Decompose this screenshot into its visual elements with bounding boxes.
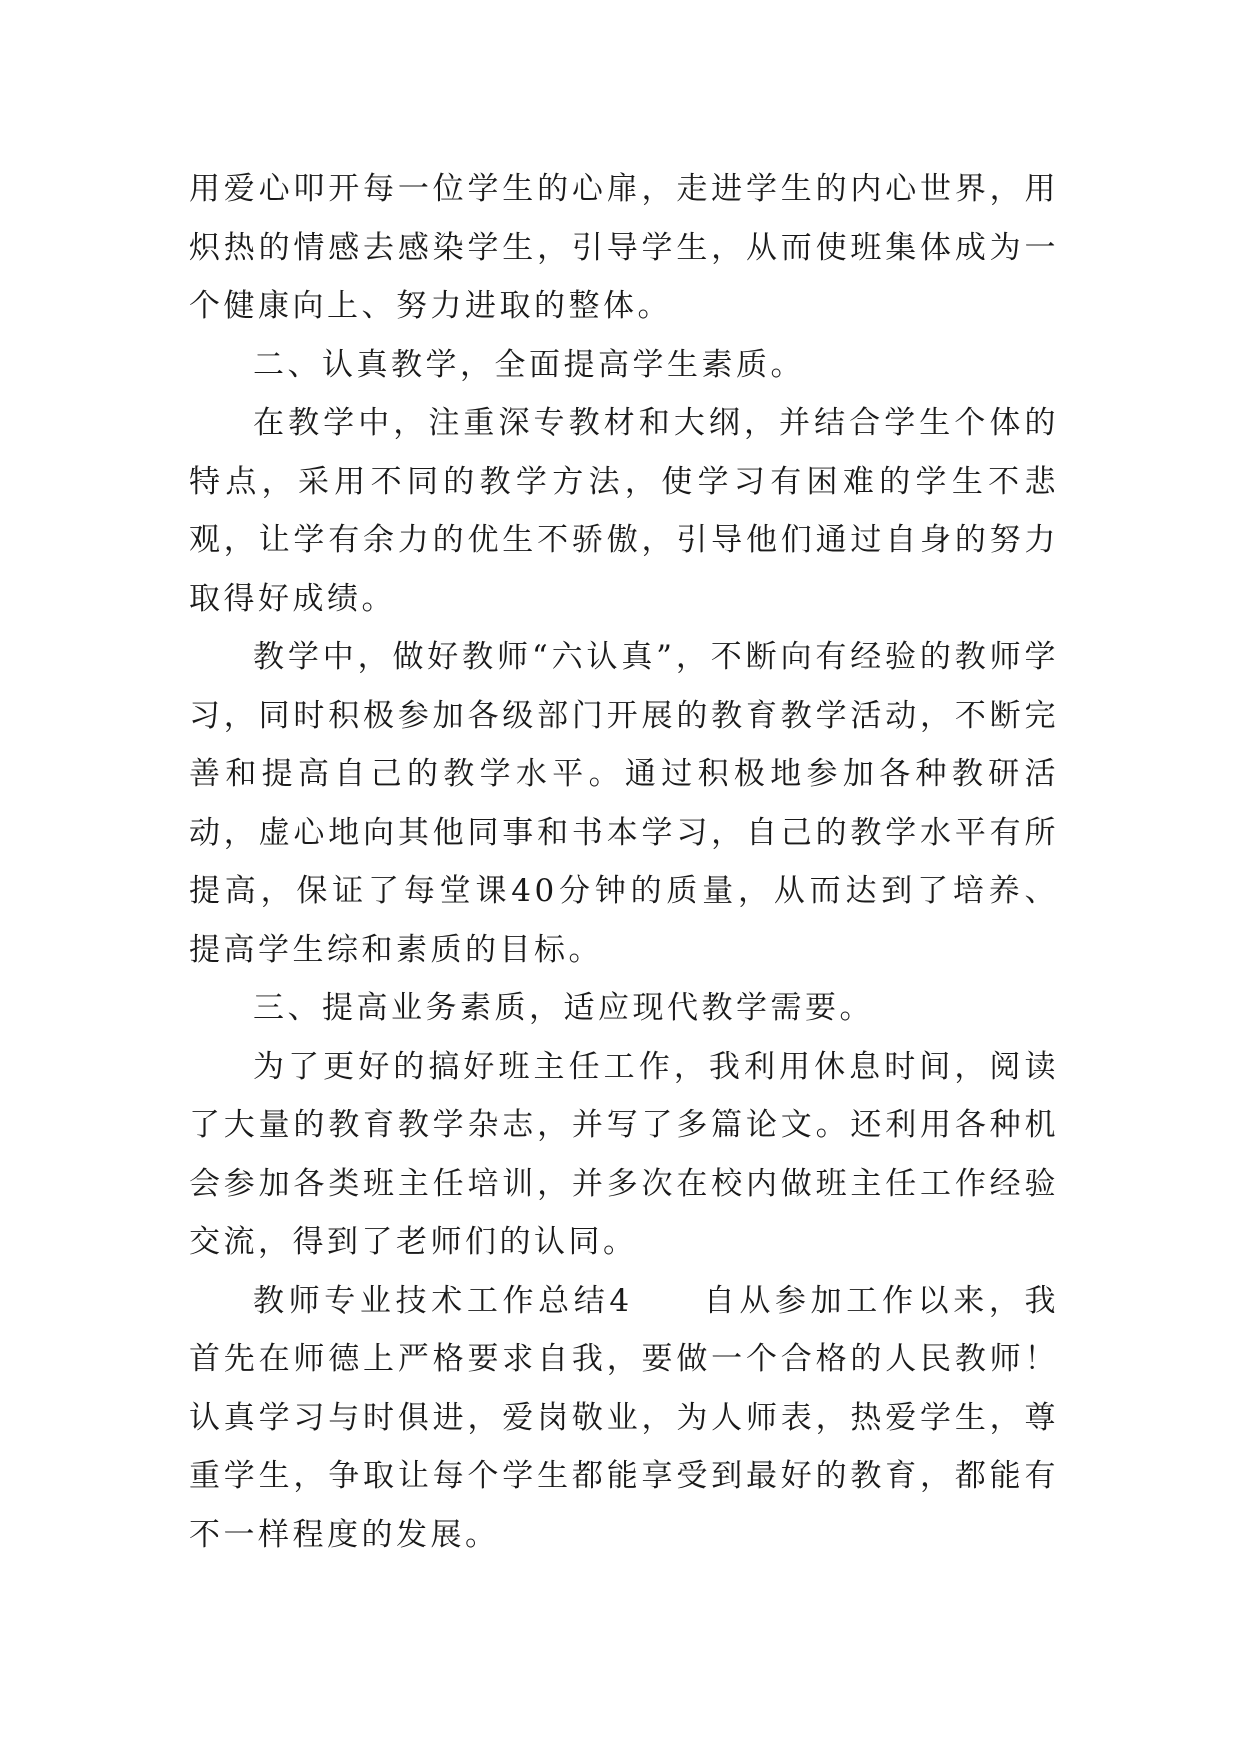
summary-body: 自从参加工作以来，我首先在师德上严格要求自我，要做一个合格的人民教师！认真学习与时俱进，爱岗敬业，为人师表，热爱学生，尊重学生，争取让每个学生都能享受到最好的教育，都能有不一样程度的发展。 — [189, 1282, 1059, 1553]
paragraph-teaching-method: 在教学中，注重深专教材和大纲，并结合学生个体的特点，采用不同的教学方法，使学习有困难的学生不悲观，让学有余力的优生不骄傲，引导他们通过自身的努力取得好成绩。 — [189, 405, 1059, 617]
paragraph-continuation: 用爱心叩开每一位学生的心扉，走进学生的内心世界，用炽热的情感去感染学生，引导学生，从而使班集体成为一个健康向上、努力进取的整体。 — [189, 171, 1059, 324]
paragraph-summary-4 — [189, 1272, 1059, 1565]
document-body — [189, 160, 1059, 1564]
paragraph-professional-growth: 为了更好的搞好班主任工作，我利用休息时间，阅读了大量的教育教学杂志，并写了多篇论文。还利用各种机会参加各类班主任培训，并多次在校内做班主任工作经验交流，得到了老师们的认同。 — [189, 1048, 1059, 1260]
paragraph-teaching-practice: 教学中，做好教师“六认真”，不断向有经验的教师学习，同时积极参加各级部门开展的教育教学活动，不断完善和提高自己的教学水平。通过积极地参加各种教研活动，虚心地向其他同事和书本学习，自己的教学水平有所提高，保证了每堂课40分钟的质量，从而达到了培养、提高学生综和素质的目标。 — [189, 639, 1059, 968]
section-heading-2: 二、认真教学，全面提高学生素质。 — [253, 346, 805, 383]
summary-title: 教师专业技术工作总结4 — [253, 1282, 633, 1319]
section-heading-3: 三、提高业务素质，适应现代教学需要。 — [253, 990, 874, 1026]
